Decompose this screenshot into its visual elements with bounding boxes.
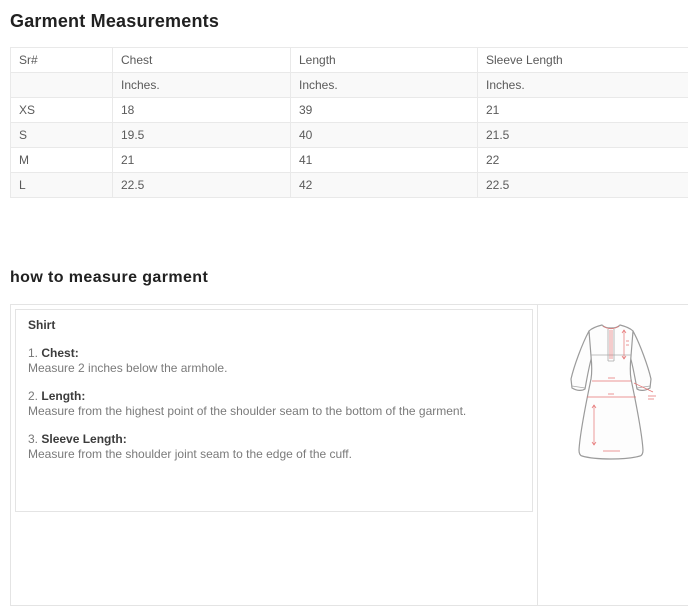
table-row bbox=[11, 148, 688, 173]
chest-cell: 21 bbox=[113, 148, 291, 173]
diagram-column bbox=[538, 305, 688, 605]
instruction-text: Measure from the shoulder joint seam to the edge of the cuff. bbox=[28, 447, 352, 461]
units-length: Inches. bbox=[291, 73, 478, 98]
chest-cell: 18 bbox=[113, 98, 291, 123]
instruction-number: 3. bbox=[28, 432, 39, 446]
table-row bbox=[11, 98, 688, 123]
size-cell: M bbox=[11, 148, 113, 173]
kurta-measurement-diagram-icon bbox=[556, 315, 666, 465]
header-chest: Chest bbox=[113, 48, 291, 73]
chest-cell: 22.5 bbox=[113, 173, 291, 198]
units-sr bbox=[11, 73, 113, 98]
instruction-term: Chest: bbox=[41, 346, 79, 360]
instruction-text: Measure from the highest point of the shoulder seam to the bottom of the garment. bbox=[28, 404, 467, 418]
length-cell: 42 bbox=[291, 173, 478, 198]
sleeve-cell: 22.5 bbox=[478, 173, 688, 198]
size-cell: XS bbox=[11, 98, 113, 123]
table-row bbox=[11, 123, 688, 148]
instruction-number: 2. bbox=[28, 389, 39, 403]
instruction-text: Measure 2 inches below the armhole. bbox=[28, 361, 228, 375]
instruction-length bbox=[28, 389, 520, 419]
size-cell: S bbox=[11, 123, 113, 148]
sleeve-cell: 21 bbox=[478, 98, 688, 123]
length-cell: 40 bbox=[291, 123, 478, 148]
header-sleeve-length: Sleeve Length bbox=[478, 48, 688, 73]
header-length: Length bbox=[291, 48, 478, 73]
instructions-box-title: Shirt bbox=[28, 318, 56, 332]
instruction-term: Sleeve Length: bbox=[41, 432, 127, 446]
table-row bbox=[11, 173, 688, 198]
length-cell: 39 bbox=[291, 98, 478, 123]
units-chest: Inches. bbox=[113, 73, 291, 98]
instruction-number: 1. bbox=[28, 346, 39, 360]
shirt-instructions-box bbox=[15, 309, 533, 512]
instruction-label bbox=[28, 389, 520, 404]
table-header-row bbox=[11, 48, 688, 73]
page-title: Garment Measurements bbox=[10, 11, 220, 31]
instruction-sleeve-length bbox=[28, 432, 520, 462]
instruction-chest bbox=[28, 346, 520, 376]
instruction-term: Length: bbox=[41, 389, 86, 403]
sleeve-cell: 21.5 bbox=[478, 123, 688, 148]
instruction-label bbox=[28, 432, 520, 447]
size-cell: L bbox=[11, 173, 113, 198]
chest-cell: 19.5 bbox=[113, 123, 291, 148]
how-to-measure-title: how to measure garment bbox=[10, 269, 209, 286]
header-sr: Sr# bbox=[11, 48, 113, 73]
instructions-column bbox=[11, 305, 538, 605]
instruction-label bbox=[28, 346, 520, 361]
units-sleeve: Inches. bbox=[478, 73, 688, 98]
garment-measurements-table bbox=[10, 47, 688, 198]
length-cell: 41 bbox=[291, 148, 478, 173]
sleeve-cell: 22 bbox=[478, 148, 688, 173]
how-to-measure-panel bbox=[10, 304, 688, 606]
table-units-row bbox=[11, 73, 688, 98]
